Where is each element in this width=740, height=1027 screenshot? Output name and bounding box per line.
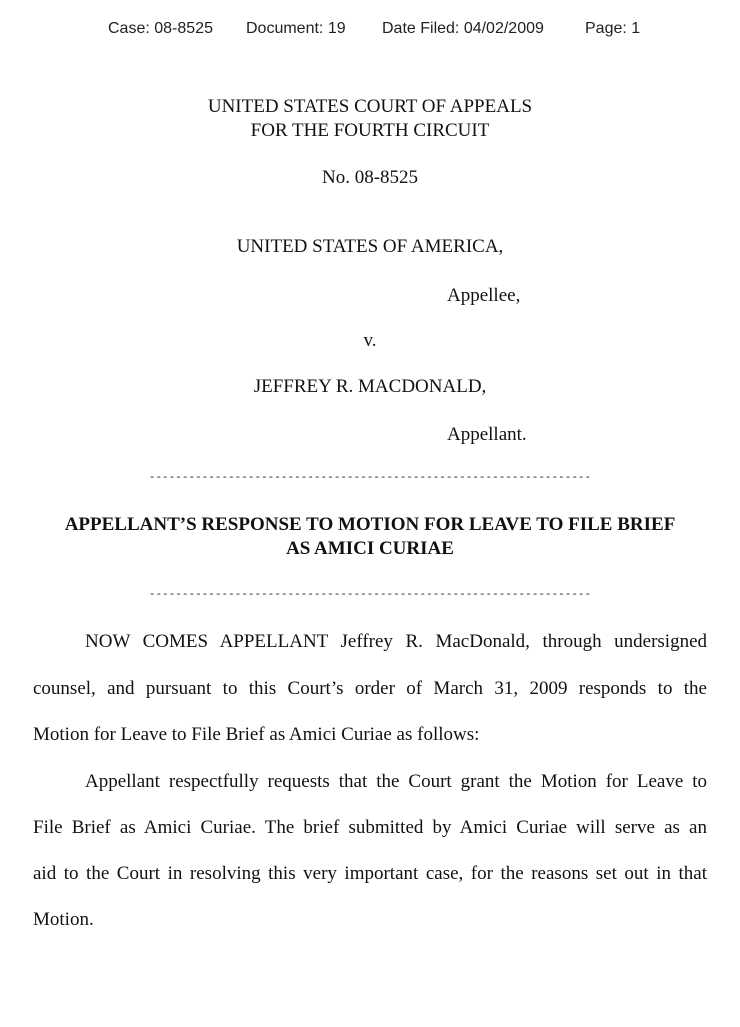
paragraph-1-line-1: NOW COMES APPELLANT Jeffrey R. MacDonald, through undersigned [85,631,707,652]
court-name-line1: UNITED STATES COURT OF APPEALS [207,96,533,117]
separator-top: ------------------------------------------------------------------- [148,472,592,484]
court-name-line2: FOR THE FOURTH CIRCUIT [250,120,490,141]
document-title-line1: APPELLANT’S RESPONSE TO MOTION FOR LEAVE TO FILE BRIEF [64,514,676,535]
defendant-name: JEFFREY R. MACDONALD, [253,376,487,397]
paragraph-2-line-1: Appellant respectfully requests that the Court grant the Motion for Leave to [85,771,707,792]
versus: v. [363,330,377,351]
plaintiff-name: UNITED STATES OF AMERICA, [236,236,504,257]
header-date-filed: Date Filed: 04/02/2009 [382,20,544,37]
paragraph-2-line-2: File Brief as Amici Curiae. The brief submitted by Amici Curiae will serve as an [33,817,707,838]
case-number: No. 08-8525 [321,167,419,188]
paragraph-2-line-4: Motion. [33,909,94,930]
document-title-line2: AS AMICI CURIAE [286,538,454,559]
paragraph-1-line-2: counsel, and pursuant to this Court’s order of March 31, 2009 responds to the [33,678,707,699]
separator-bottom: ------------------------------------------------------------------- [148,589,592,601]
defendant-role: Appellant. [447,424,527,445]
plaintiff-role: Appellee, [447,285,521,306]
paragraph-2-line-3: aid to the Court in resolving this very important case, for the reasons set out in that [33,863,707,884]
paragraph-1-line-3: Motion for Leave to File Brief as Amici Curiae as follows: [33,724,480,745]
header-document: Document: 19 [246,20,346,37]
header-case: Case: 08-8525 [108,20,213,37]
header-page: Page: 1 [585,20,641,37]
